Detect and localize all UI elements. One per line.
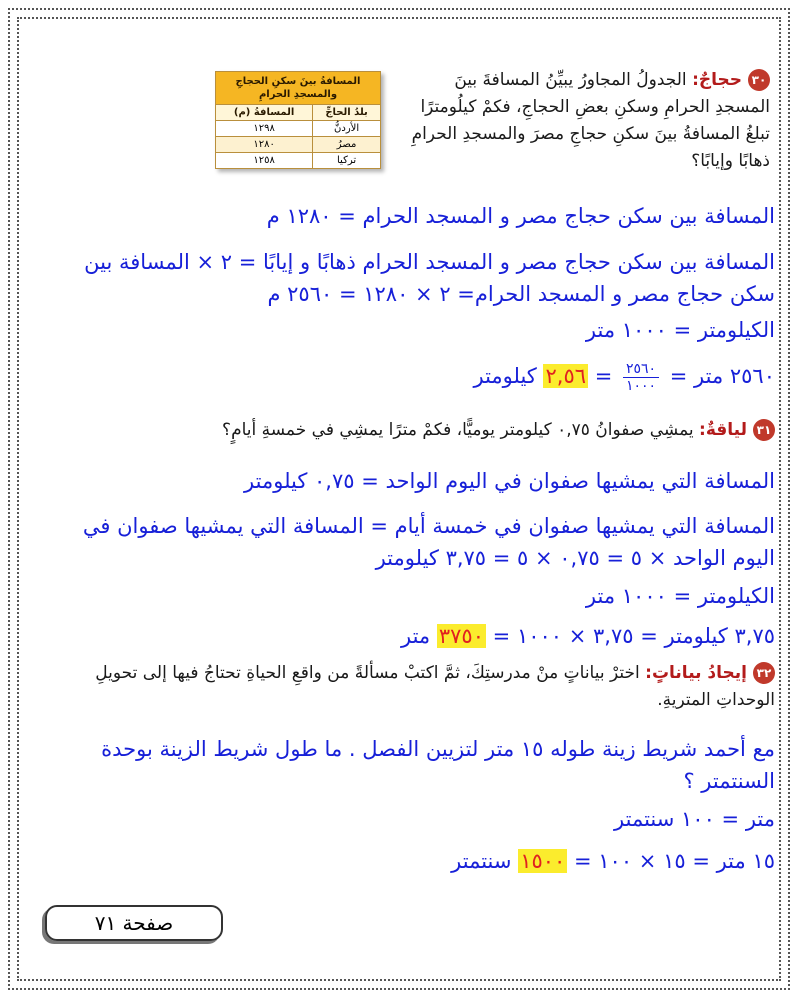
- answer-unit: سنتمتر: [451, 849, 512, 873]
- table-row: [216, 137, 381, 153]
- table-row: [216, 121, 381, 137]
- highlighted-answer: ٣٧٥٠: [438, 624, 484, 648]
- problem-title: لياقةٌ:: [699, 420, 747, 440]
- answer-31-line2: المسافة التي يمشيها صفوان في خمسة أيام = المسافة التي يمشيها صفوان في اليوم الواحد × ٥ = ٠,٧٥ × ٥ = ٣,٧٥ كيلومتر: [82, 514, 775, 570]
- answer-30-line2: المسافة بين سكن حجاج مصر و المسجد الحرام ذهابًا و إيابًا = ٢ × المسافة بين سكن حجاج مصر و المسجد الحرام= ٢ × ١٢٨٠ = ٢٥٦٠ م: [84, 250, 775, 306]
- answer-30-line1: المسافة بين سكن حجاج مصر و المسجد الحرام = ١٢٨٠ م: [266, 204, 775, 228]
- answer-30-line4: [40, 360, 775, 394]
- highlighted-answer: ٢,٥٦: [545, 364, 586, 388]
- problem-number-badge: ٣٢: [753, 662, 775, 684]
- problem-title: حجاجٌ:: [692, 70, 742, 90]
- fraction: [623, 361, 659, 394]
- answer-unit: متر: [400, 624, 431, 648]
- answer-unit: كيلومتر: [473, 364, 537, 388]
- answer-31-line4: [40, 620, 775, 652]
- answer-32-line3-start: ١٥ متر = ١٥ × ١٠٠ =: [574, 849, 775, 873]
- problem-31: [40, 417, 775, 444]
- table-cell-country: الأردنُّ: [313, 121, 381, 137]
- table-cell-distance: ١٢٩٨: [216, 121, 313, 137]
- problem-text: اخترْ بياناتٍ منْ مدرستِكَ، ثمَّ اكتبْ مسألةً من واقعِ الحياةِ تحتاجُ فيها إلى تحويلِ الوحداتِ المتريةِ.: [95, 663, 775, 710]
- distance-table: [215, 71, 381, 169]
- answer-31-line4-start: ٣,٧٥ كيلومتر = ٣,٧٥ × ١٠٠٠ =: [492, 624, 775, 648]
- table-cell-distance: ١٢٨٠: [216, 137, 313, 153]
- problem-30: [400, 67, 770, 175]
- answer-32-line2: متر = ١٠٠ سنتمتر: [614, 807, 775, 831]
- problem-number-badge: ٣١: [753, 419, 775, 441]
- answer-32-line1: مع أحمد شريط زينة طوله ١٥ متر لتزيين الفصل . ما طول شريط الزينة بوحدة السنتمتر ؟: [101, 737, 775, 793]
- answer-30-line4-start: ٢٥٦٠ متر =: [669, 364, 775, 388]
- table-row: [216, 153, 381, 169]
- problem-text: الجدولُ المجاورُ يبيِّنُ المسافةَ بينَ المسجدِ الحرامِ وسكنِ بعضِ الحجاجِ، فكمْ كيلُومترًا تبلغُ المسافةُ بينَ سكنِ حجاجِ مصرَ والمسجدِ الحرامِ ذهابًا وإيابًا؟: [411, 70, 770, 171]
- table-title: المسافةُ بينَ سكنِ الحجاجِ والمسجدِ الحرامِ: [216, 72, 381, 105]
- problem-number-badge: ٣٠: [748, 69, 770, 91]
- table-cell-distance: ١٢٥٨: [216, 153, 313, 169]
- answer-31-line1: المسافة التي يمشيها صفوان في اليوم الواحد = ٠,٧٥ كيلومتر: [244, 469, 775, 493]
- equals-sign: =: [594, 364, 613, 388]
- answer-32-line3: [40, 845, 775, 877]
- table-header-country: بلدُ الحاجِّ: [313, 105, 381, 121]
- table-header-distance: المسافةُ (م): [216, 105, 313, 121]
- problem-32: [40, 660, 775, 714]
- answer-31-line3: الكيلومتر = ١٠٠٠ متر: [585, 584, 775, 608]
- answer-30-line3: الكيلومتر = ١٠٠٠ متر: [585, 318, 775, 342]
- problem-text: يمشِي صفوانُ ٠,٧٥ كيلومتر يوميًّا، فكمْ مترًا يمشِي في خمسةِ أيامٍ؟: [222, 420, 694, 440]
- page-number-badge: صفحة ٧١: [45, 905, 223, 941]
- highlighted-answer: ١٥٠٠: [520, 849, 566, 873]
- problem-title: إيجادُ بياناتٍ:: [645, 663, 747, 683]
- fraction-denominator: ١٠٠٠: [625, 377, 657, 394]
- table-cell-country: مصرُ: [313, 137, 381, 153]
- table-cell-country: تركيا: [313, 153, 381, 169]
- fraction-numerator: ٢٥٦٠: [623, 361, 659, 378]
